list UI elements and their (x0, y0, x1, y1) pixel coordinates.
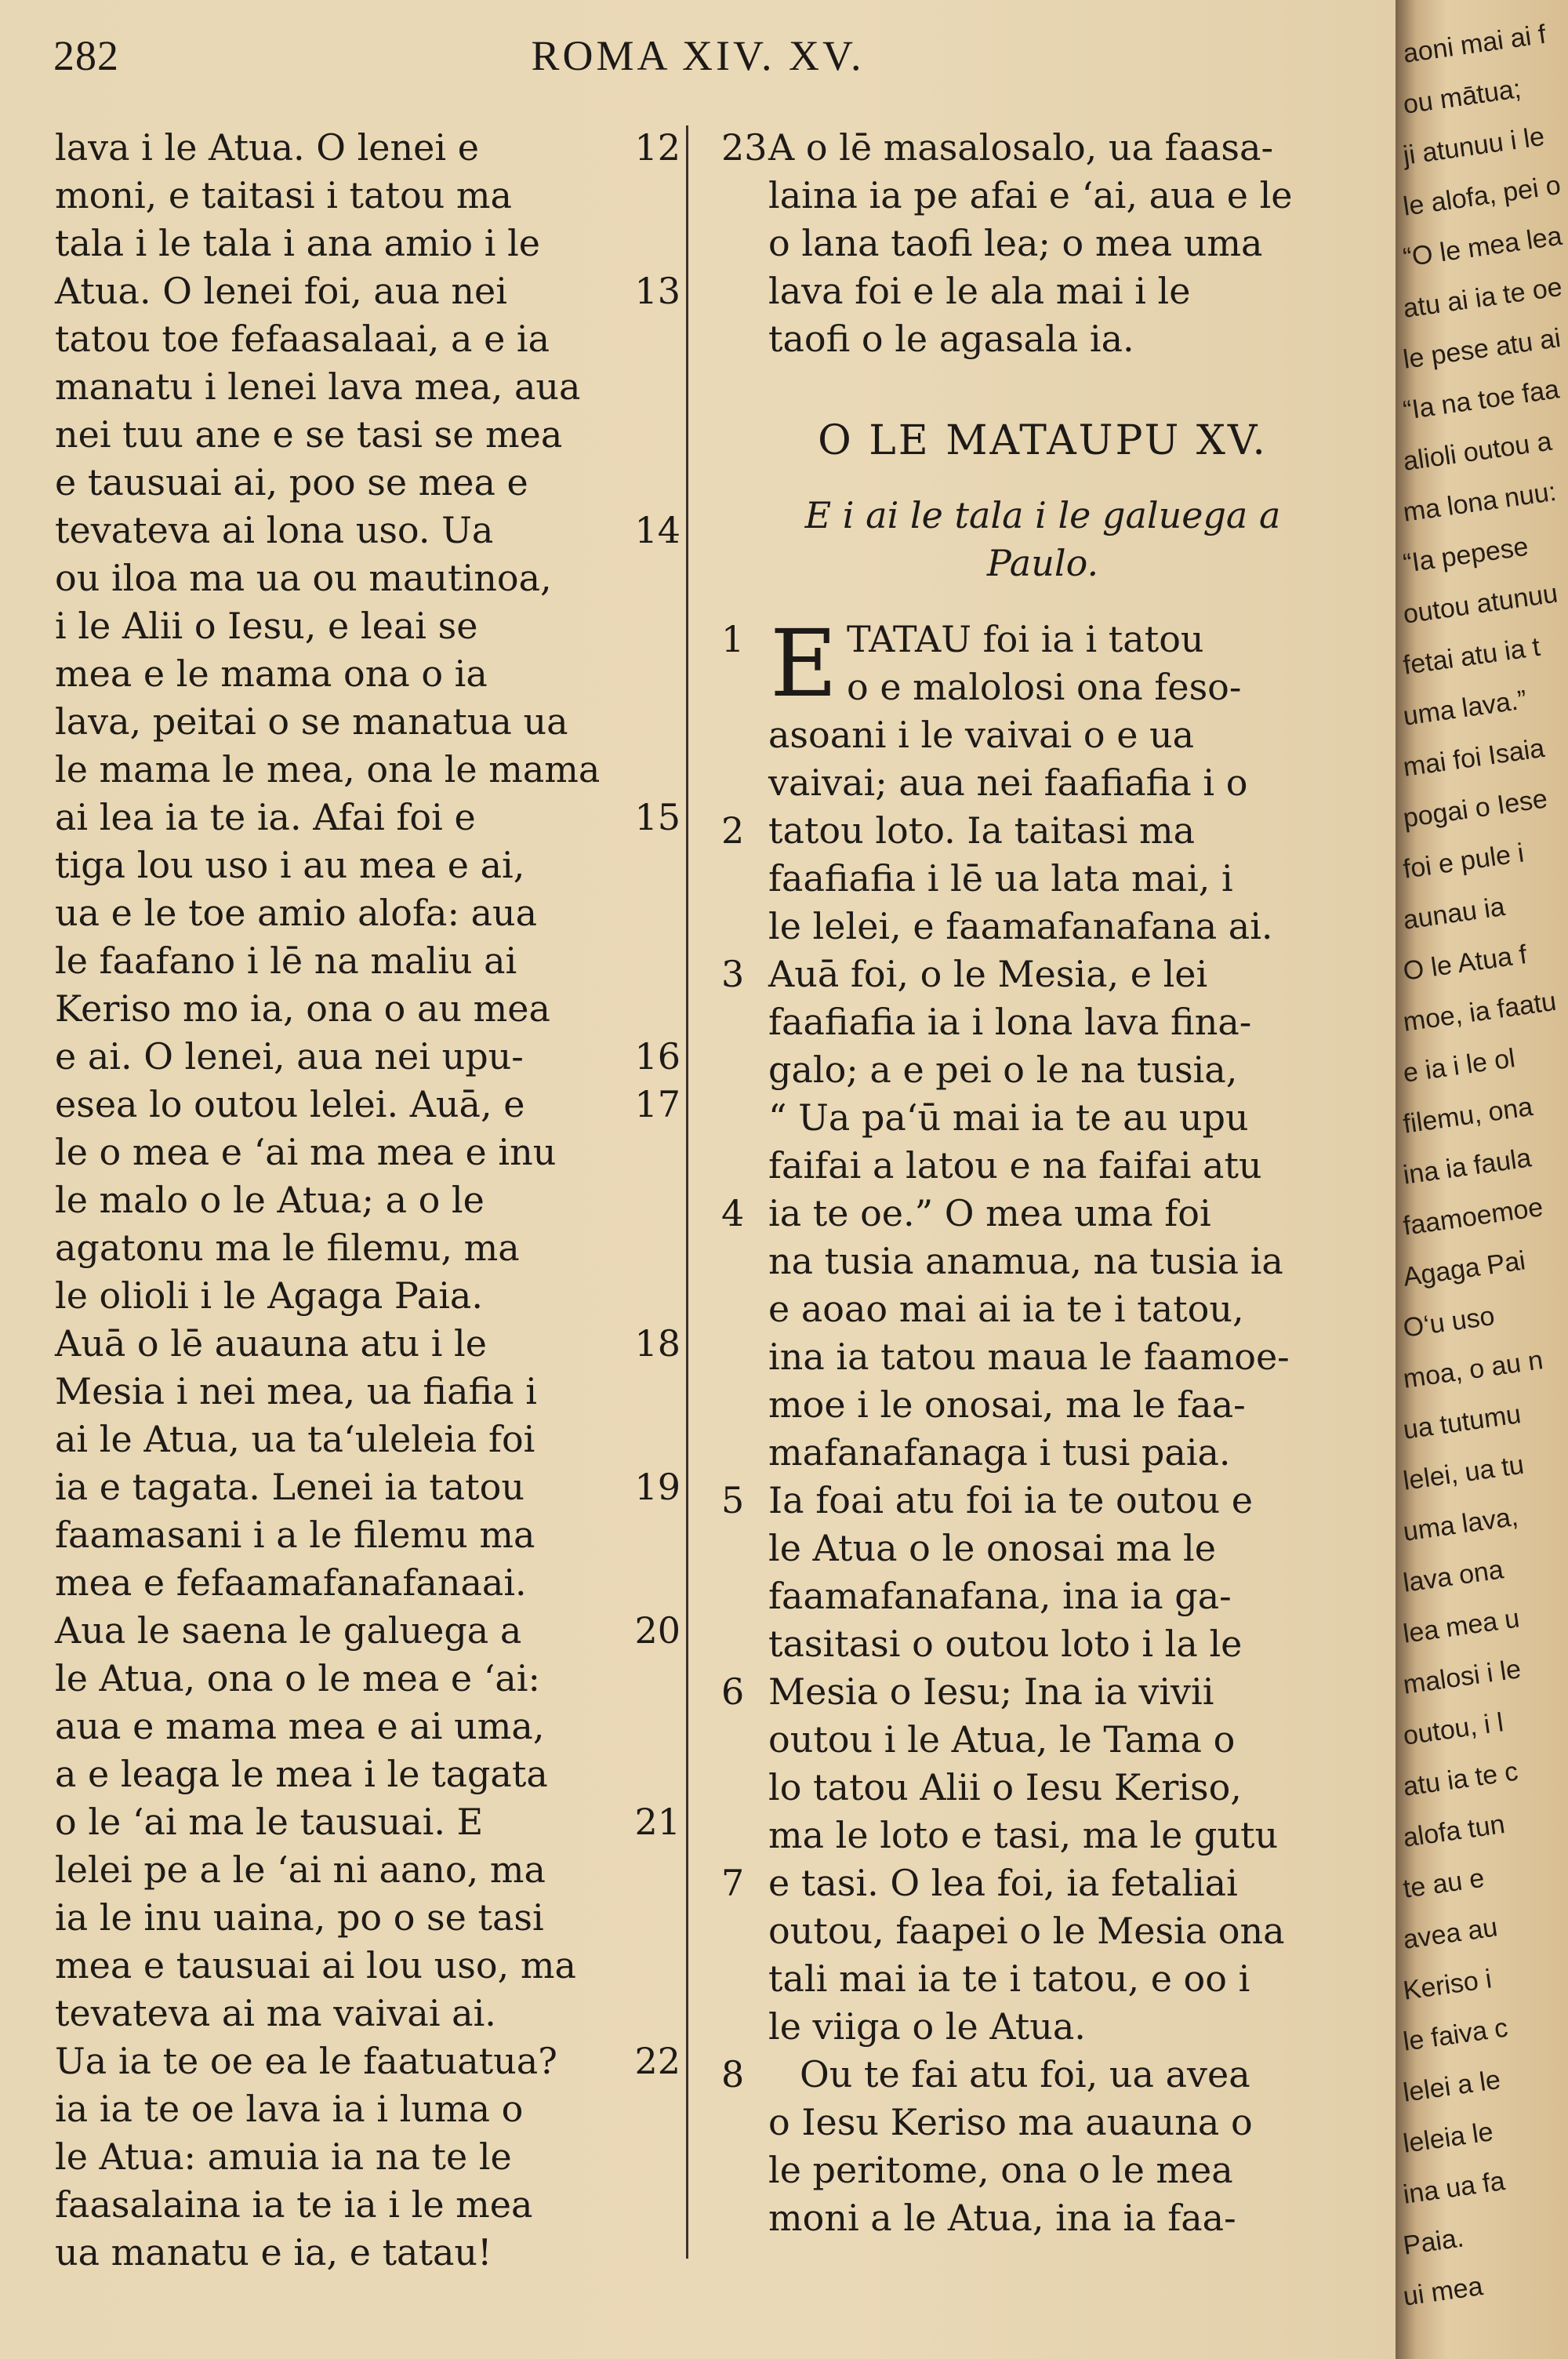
line-text: le Atua: amuia ia na te le (55, 2135, 512, 2178)
text-line (721, 998, 1364, 1046)
line-text: galo; a e pei o le na tusia, (768, 1049, 1238, 1091)
text-line (55, 220, 674, 267)
line-text: faifai a latou e na faifai atu (768, 1144, 1262, 1187)
adjacent-page-fragment: outou atunuu (1401, 578, 1560, 630)
text-line (721, 1620, 1364, 1668)
verse-number: 8 (721, 2053, 745, 2095)
adjacent-page-fragment: uma lava.” (1401, 685, 1529, 732)
line-text: ai lea ia te ia. Afai foi e (55, 796, 476, 838)
text-line (721, 1764, 1364, 1812)
chapter-heading: O LE MATAUPU XV. (818, 417, 1268, 464)
text-line (721, 1716, 1364, 1764)
line-text: tatou toe fefaasalaai, a e ia (55, 318, 550, 360)
line-text: faafiafia ia i lona lava fina- (768, 1001, 1252, 1043)
line-text: A o lē masalosalo, ua faasa- (768, 126, 1273, 169)
line-text: Ou te fai atu foi, ua avea (800, 2053, 1250, 2095)
line-text: ua manatu e ia, e tatau! (55, 2231, 492, 2274)
line-text: outou, faapei o le Mesia ona (768, 1910, 1285, 1952)
text-line (721, 2099, 1364, 2146)
text-line (55, 2181, 674, 2229)
verse-number: 15 (634, 796, 681, 838)
verse-number: 18 (634, 1322, 681, 1365)
verse-number: 3 (721, 953, 745, 995)
line-text: ina ia tatou maua le faamoe- (768, 1336, 1290, 1378)
text-line (55, 1176, 674, 1224)
text-line (721, 2194, 1364, 2242)
adjacent-page-fragment: alofa tun (1401, 1809, 1507, 1853)
text-line (721, 267, 1364, 315)
text-line (55, 1846, 674, 1894)
verse-number: 22 (634, 2040, 681, 2082)
line-text: lo tatou Alii o Iesu Keriso, (768, 1766, 1242, 1808)
line-text: o e malolosi ona feso- (847, 666, 1242, 708)
text-line (721, 1668, 1364, 1716)
text-line (55, 1655, 674, 1703)
text-line (55, 1942, 674, 1990)
drop-cap-letter: E (770, 609, 838, 718)
verse-number: 5 (721, 1479, 745, 1521)
line-text: mea e fefaamafanafanaai. (55, 1561, 527, 1604)
text-line (55, 315, 674, 363)
text-line (721, 1142, 1364, 1190)
text-line (55, 841, 674, 889)
adjacent-page-fragment: te au e (1401, 1863, 1486, 1904)
text-line (721, 1285, 1364, 1333)
line-text: faasalaina ia te ia i le mea (55, 2183, 533, 2226)
adjacent-page-fragment: faamoemoe (1401, 1192, 1545, 1241)
section-heading-line-2: Paulo. (986, 542, 1099, 584)
line-text: moni, e taitasi i tatou ma (55, 174, 512, 216)
text-line (55, 1272, 674, 1320)
adjacent-page-fragment: alioli outou a (1401, 426, 1554, 477)
page-header (0, 24, 1396, 86)
line-text: le mama le mea, ona le mama (55, 748, 601, 791)
line-text: le olioli i le Agaga Paia. (55, 1274, 483, 1317)
line-text: ia e tagata. Lenei ia tatou (55, 1466, 524, 1508)
line-text: Atua. O lenei foi, aua nei (55, 270, 507, 312)
line-text: le Atua o le onosai ma le (768, 1527, 1216, 1569)
adjacent-page-fragment: moa, o au n (1401, 1345, 1545, 1394)
adjacent-page-fragment: le faiva c (1401, 2012, 1510, 2057)
text-line (721, 903, 1364, 951)
adjacent-page-fragment: ui mea (1401, 2270, 1485, 2312)
verse-number: 16 (634, 1035, 681, 1078)
line-text: asoani i le vaivai o e ua (768, 714, 1195, 756)
text-line (55, 2229, 674, 2277)
adjacent-page-fragment: uma lava, (1401, 1501, 1520, 1547)
line-text: tasitasi o outou loto i la le (768, 1623, 1243, 1665)
line-text: faamafanafana, ina ia ga- (768, 1575, 1232, 1617)
adjacent-page-fragment: atu ai ia te oe (1401, 271, 1564, 324)
text-line (721, 1429, 1364, 1477)
adjacent-page-fragment: avea au (1401, 1912, 1500, 1955)
adjacent-page-fragment: atu ia te c (1401, 1756, 1520, 1802)
text-line (721, 2146, 1364, 2194)
adjacent-page-fragment: outou, i l (1401, 1707, 1505, 1751)
line-text: e ai. O lenei, aua nei upu- (55, 1035, 524, 1078)
line-text: le o mea e ‘ai ma mea e inu (55, 1131, 557, 1173)
text-line (721, 1477, 1364, 1525)
adjacent-page-edge (1396, 0, 1568, 2359)
verse-number: 1 (721, 618, 745, 660)
line-text: “ Ua pa‘ū mai ia te au upu (768, 1096, 1249, 1139)
line-text: lava foi e le ala mai i le (768, 270, 1191, 312)
running-head: ROMA XIV. XV. (531, 32, 865, 79)
text-line (721, 663, 1364, 711)
verse-number: 23 (721, 126, 768, 169)
text-line (721, 807, 1364, 855)
line-text: ai le Atua, ua ta‘uleleia foi (55, 1418, 535, 1460)
line-text: faamasani i a le filemu ma (55, 1514, 535, 1556)
text-line (55, 507, 681, 554)
text-line (721, 1907, 1364, 1955)
verse-number: 14 (634, 509, 681, 551)
text-line (721, 1190, 1364, 1238)
text-line (721, 1046, 1364, 1094)
text-line (55, 1416, 674, 1463)
verse-number: 19 (634, 1466, 681, 1508)
adjacent-page-fragment: ina ia faula (1401, 1143, 1534, 1190)
line-text: e tausuai ai, poo se mea e (55, 461, 528, 503)
right-column (721, 124, 1364, 2242)
line-text: a e leaga le mea i le tagata (55, 1753, 548, 1795)
text-line (55, 889, 674, 937)
text-line (55, 124, 681, 172)
text-line (721, 759, 1364, 807)
line-text: tiga lou uso i au mea e ai, (55, 844, 525, 886)
text-line (721, 220, 1364, 267)
line-text: lelei pe a le ‘ai ni aano, ma (55, 1848, 546, 1891)
line-text: vaivai; aua nei faafiafia i o (768, 761, 1248, 804)
line-text: ua e le toe amio alofa: aua (55, 892, 538, 934)
text-line (55, 650, 674, 698)
text-line (721, 711, 1364, 759)
line-text: mafanafanaga i tusi paia. (768, 1431, 1231, 1474)
adjacent-page-fragment: ma lona nuu: (1401, 476, 1559, 528)
line-text: faafiafia i lē ua lata mai, i (768, 857, 1233, 900)
verse-number: 4 (721, 1192, 745, 1234)
text-line (55, 1081, 681, 1129)
adjacent-page-fragment: lea mea u (1401, 1603, 1522, 1649)
text-line (721, 1238, 1364, 1285)
line-text: na tusia anamua, na tusia ia (768, 1240, 1283, 1282)
text-line (55, 172, 674, 220)
line-text: Keriso mo ia, ona o au mea (55, 987, 550, 1030)
text-line (721, 172, 1364, 220)
line-text: mea e le mama ona o ia (55, 652, 488, 695)
text-line (55, 2133, 674, 2181)
adjacent-page-fragment: lava ona (1401, 1554, 1505, 1598)
adjacent-page-fragment: O le Atua f (1401, 940, 1529, 987)
adjacent-page-fragment: fetai atu ia t (1401, 631, 1542, 681)
text-line (55, 602, 674, 650)
line-text: le malo o le Atua; a o le (55, 1179, 485, 1221)
section-heading-line-1: E i ai le tala i le galuega a (804, 494, 1281, 536)
text-line (55, 985, 674, 1033)
line-text: lava i le Atua. O lenei e (55, 126, 479, 169)
line-text: mea e tausuai ai lou uso, ma (55, 1944, 576, 1986)
line-text: o lana taofi lea; o mea uma (768, 222, 1263, 264)
text-line (55, 1559, 674, 1607)
line-text: Mesia i nei mea, ua fiafia i (55, 1370, 537, 1412)
text-line (55, 554, 674, 602)
line-text: Ua ia te oe ea le faatuatua? (55, 2040, 557, 2082)
text-line (721, 1955, 1364, 2003)
line-text: moni a le Atua, ina ia faa- (768, 2197, 1236, 2239)
line-text: Auā foi, o le Mesia, e lei (768, 953, 1208, 995)
text-line (55, 1798, 681, 1846)
text-line (721, 124, 1364, 172)
text-line (721, 951, 1364, 998)
line-text: tala i le tala i ana amio i le (55, 222, 541, 264)
verse-number: 21 (634, 1801, 681, 1843)
line-text: le faafano i lē na maliu ai (55, 940, 517, 982)
text-line (55, 267, 681, 315)
text-line (55, 1463, 681, 1511)
line-text: e aoao mai ai ia te i tatou, (768, 1288, 1244, 1330)
column-divider (686, 125, 688, 2259)
text-line (55, 411, 674, 459)
text-line (55, 1224, 674, 1272)
text-line (721, 1859, 1364, 1907)
adjacent-page-fragment: ou mātua; (1401, 74, 1523, 120)
text-line (55, 363, 674, 411)
verse-number: 13 (634, 270, 681, 312)
text-line (721, 855, 1364, 903)
line-text: ia te oe.” O mea uma foi (768, 1192, 1211, 1234)
text-line (55, 1129, 674, 1176)
text-line (721, 1381, 1364, 1429)
adjacent-page-fragment: foi e pule i (1401, 838, 1526, 885)
text-line (55, 937, 674, 985)
line-text: aua e mama mea e ai uma, (55, 1705, 545, 1747)
line-text: agatonu ma le filemu, ma (55, 1227, 520, 1269)
line-text: Mesia o Iesu; Ina ia vivii (768, 1670, 1214, 1713)
adjacent-page-fragment: “Ia na toe faa (1401, 374, 1562, 426)
text-line (55, 1320, 681, 1368)
line-text: tali mai ia te i tatou, e oo i (768, 1957, 1250, 2000)
text-line (55, 1750, 674, 1798)
line-text: taofi o le agasala ia. (768, 318, 1134, 360)
line-text: ia ia te oe lava ia i luma o (55, 2088, 524, 2130)
line-text: lava, peitai o se manatua ua (55, 700, 568, 743)
adjacent-page-fragment: le pese atu ai (1401, 323, 1563, 375)
line-text: TATAU foi ia i tatou (847, 618, 1204, 660)
text-line (721, 1812, 1364, 1859)
text-line (721, 2003, 1364, 2051)
text-line (55, 1703, 674, 1750)
line-text: e tasi. O lea foi, ia fetaliai (768, 1862, 1238, 1904)
adjacent-page-fragment: aunau ia (1401, 892, 1507, 936)
text-line (721, 315, 1364, 363)
line-text: esea lo outou lelei. Auā, e (55, 1083, 525, 1125)
line-text: ia le inu uaina, po o se tasi (55, 1896, 544, 1939)
text-line (721, 1572, 1364, 1620)
right-column-chapter-text (721, 609, 1364, 2242)
right-column-top-verses (721, 124, 1364, 363)
verse-number: 20 (634, 1609, 681, 1652)
line-text: tevateva ai ma vaivai ai. (55, 1992, 496, 2034)
adjacent-page-fragment: “O le mea lea (1401, 220, 1564, 273)
line-text: le viiga o le Atua. (768, 2005, 1086, 2048)
verse-number: 7 (721, 1862, 745, 1904)
adjacent-page-fragment: moe, ia faatu (1401, 986, 1559, 1038)
line-text: le peritome, ona o le mea (768, 2149, 1233, 2191)
line-text: ma le loto e tasi, ma le gutu (768, 1814, 1279, 1856)
adjacent-page-fragment: filemu, ona (1401, 1092, 1535, 1140)
adjacent-page-fragment: Paia. (1401, 2223, 1466, 2261)
adjacent-page-fragment: e ia i le ol (1401, 1043, 1517, 1089)
adjacent-page-fragment: ji atunuu i le (1401, 121, 1547, 171)
adjacent-page-fragment: ua tutumu (1401, 1399, 1523, 1445)
verse-number: 12 (634, 126, 681, 169)
adjacent-page-fragment: le alofa, pei o (1401, 170, 1563, 222)
text-line (55, 1368, 674, 1416)
text-line (55, 746, 674, 794)
text-line (55, 2037, 681, 2085)
text-line (55, 794, 681, 841)
adjacent-page-fragment: leleia le (1401, 2117, 1495, 2159)
line-text: Ia foai atu foi ia te outou e (768, 1479, 1253, 1521)
text-line (55, 459, 674, 507)
text-line (721, 1333, 1364, 1381)
text-line (55, 1990, 674, 2037)
line-text: manatu i lenei lava mea, aua (55, 365, 581, 408)
adjacent-page-fragment: mai foi Isaia (1401, 732, 1547, 783)
adjacent-page-fragment: O‘u uso (1401, 1300, 1497, 1343)
verse-number: 2 (721, 809, 745, 852)
line-text: o le ‘ai ma le tausuai. E (55, 1801, 484, 1843)
adjacent-page-fragment: lelei a le (1401, 2064, 1503, 2108)
line-text: ou iloa ma ua ou mautinoa, (55, 557, 552, 599)
line-text: le Atua, ona o le mea e ‘ai: (55, 1657, 540, 1699)
adjacent-page-fragment: aoni mai ai f (1401, 19, 1548, 69)
line-text: i le Alii o Iesu, e leai se (55, 605, 478, 647)
text-line (721, 616, 1364, 663)
line-text: le lelei, e faamafanafana ai. (768, 905, 1273, 947)
adjacent-page-fragment: Agaga Pai (1401, 1245, 1528, 1292)
text-line (55, 1894, 674, 1942)
line-text: nei tuu ane e se tasi se mea (55, 413, 563, 456)
text-line (721, 1094, 1364, 1142)
text-line (55, 1033, 681, 1081)
verse-number: 6 (721, 1670, 745, 1713)
text-line (721, 2051, 1364, 2099)
line-text: tatou loto. Ia taitasi ma (768, 809, 1196, 852)
adjacent-page-fragment: pogai o Iese (1401, 783, 1550, 834)
line-text: laina ia pe afai e ‘ai, aua e le (768, 174, 1293, 216)
line-text: outou i le Atua, le Tama o (768, 1718, 1236, 1761)
adjacent-page-fragment: ina ua fa (1401, 2166, 1507, 2210)
text-line (721, 1525, 1364, 1572)
adjacent-page-fragment: Keriso i (1401, 1964, 1494, 2006)
left-column (55, 124, 681, 2277)
line-text: tevateva ai lona uso. Ua (55, 509, 494, 551)
text-line (55, 1607, 681, 1655)
page-number: 282 (53, 32, 119, 79)
adjacent-page-fragment: “Ia pepese (1401, 531, 1530, 579)
line-text: o Iesu Keriso ma auauna o (768, 2101, 1253, 2143)
line-text: moe i le onosai, ma le faa- (768, 1383, 1246, 1426)
section-heading (721, 492, 1364, 587)
adjacent-page-fragment: malosi i le (1401, 1654, 1523, 1700)
text-line (55, 1511, 674, 1559)
adjacent-page-fragment: lelei, ua tu (1401, 1449, 1526, 1496)
text-line (55, 2085, 674, 2133)
verse-number: 17 (634, 1083, 681, 1125)
line-text: Auā o lē auauna atu i le (55, 1322, 487, 1365)
text-line (55, 698, 674, 746)
line-text: Aua le saena le galuega a (55, 1609, 522, 1652)
